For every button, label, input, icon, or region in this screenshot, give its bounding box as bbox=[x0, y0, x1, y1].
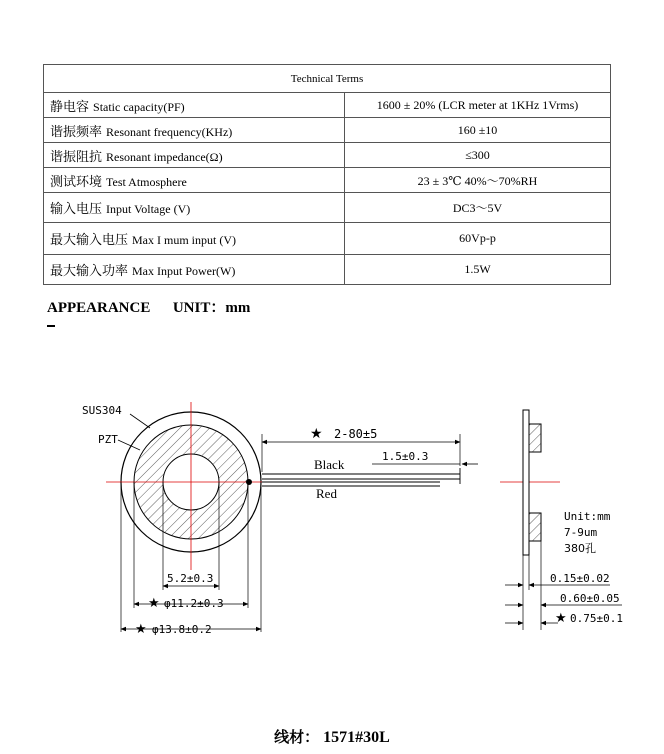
technical-terms-table bbox=[43, 64, 611, 285]
param-cn: 测试环境 bbox=[50, 174, 103, 190]
param-en: Input Voltage (V) bbox=[106, 202, 191, 216]
pzt-dia-label: φ11.2±0.3 bbox=[164, 597, 224, 610]
front-view bbox=[82, 402, 478, 637]
param-value: 1.5W bbox=[345, 255, 611, 285]
wire-star: ★ bbox=[310, 426, 323, 442]
table-row bbox=[44, 255, 611, 285]
param-value: DC3～5V bbox=[345, 193, 611, 223]
param-cn: 谐振阻抗 bbox=[50, 149, 103, 165]
table-row bbox=[44, 168, 611, 193]
strip-label: 1.5±0.3 bbox=[382, 450, 429, 463]
pzt-section-top bbox=[529, 424, 541, 452]
param-cn: 输入电压 bbox=[50, 202, 103, 217]
param-value: 60Vp-p bbox=[345, 223, 611, 255]
sus-leader bbox=[130, 414, 150, 428]
param-en: Static capacity(PF) bbox=[93, 99, 185, 114]
table-row bbox=[44, 118, 611, 143]
metal-plate-section bbox=[523, 410, 529, 555]
pzt-star: ★ bbox=[148, 596, 160, 611]
param-en: Max Input Power(W) bbox=[132, 264, 236, 278]
t1-label: 0.15±0.02 bbox=[550, 572, 610, 585]
param-value: 1600 ± 20% (LCR meter at 1KHz 1Vrms) bbox=[345, 93, 611, 118]
param-cn: 最大输入电压 bbox=[50, 233, 129, 248]
table-row bbox=[44, 223, 611, 255]
unit-note: Unit:mm 7-9um 380孔 bbox=[564, 510, 611, 555]
param-cn: 最大输入功率 bbox=[50, 264, 129, 279]
param-value: ≤300 bbox=[345, 143, 611, 168]
red-label: Red bbox=[316, 486, 337, 501]
param-value: 160 ±10 bbox=[345, 118, 611, 143]
param-value: 23 ± 3℃ 40%～70%RH bbox=[345, 168, 611, 193]
black-label: Black bbox=[314, 457, 345, 472]
table-header-row bbox=[44, 65, 611, 93]
table-row bbox=[44, 193, 611, 223]
side-view bbox=[500, 410, 623, 630]
wire-length-label: 2-80±5 bbox=[334, 427, 378, 441]
t3-label: 0.75±0.1 bbox=[570, 612, 623, 625]
table-header: Technical Terms bbox=[44, 65, 611, 93]
appearance-drawing bbox=[0, 380, 664, 660]
inner-dia-label: 5.2±0.3 bbox=[167, 572, 214, 585]
outer-star: ★ bbox=[135, 622, 147, 637]
param-cn: 谐振频率 bbox=[50, 124, 103, 140]
param-en: Max I mum input (V) bbox=[132, 233, 237, 247]
table-row bbox=[44, 93, 611, 118]
sus304-label: SUS304 bbox=[82, 404, 122, 417]
param-en: Test Atmosphere bbox=[106, 174, 187, 189]
param-cn: 静电容 bbox=[50, 99, 90, 115]
pzt-section-bottom bbox=[529, 513, 541, 541]
solder-point bbox=[246, 479, 252, 485]
param-en: Resonant frequency(KHz) bbox=[106, 124, 233, 139]
wire-material-footer: 线材： 1571#30L bbox=[274, 728, 390, 746]
t2-label: 0.60±0.05 bbox=[560, 592, 620, 605]
table-row bbox=[44, 143, 611, 168]
outer-dia-label: φ13.8±0.2 bbox=[152, 623, 212, 636]
param-en: Resonant impedance(Ω) bbox=[106, 149, 223, 164]
appearance-heading: APPEARANCE UNIT：mm bbox=[47, 300, 251, 316]
text-fragment bbox=[47, 325, 55, 331]
pzt-label: PZT bbox=[98, 433, 118, 446]
t3-star: ★ bbox=[555, 611, 567, 626]
